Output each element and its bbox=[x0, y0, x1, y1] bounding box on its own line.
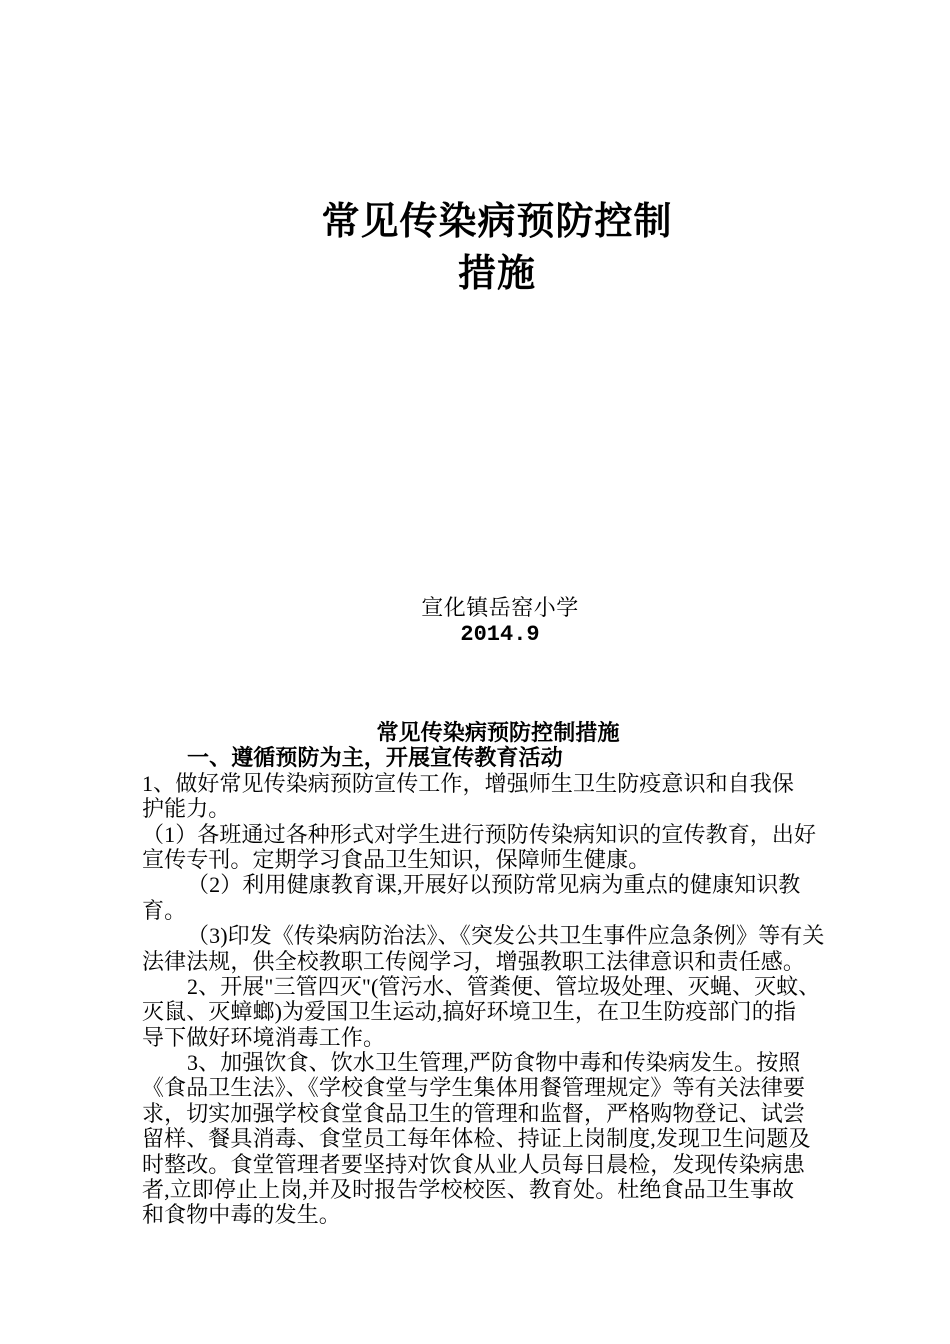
text-line: 常见传染病预防控制措施 bbox=[376, 720, 620, 745]
school-name: 宣化镇岳窑小学 bbox=[421, 595, 579, 620]
cover-title-line2: 措施 bbox=[457, 253, 536, 295]
cover-title bbox=[0, 196, 950, 300]
text-line: 和食物中毒的发生。 bbox=[142, 1202, 341, 1228]
cover-title-line1: 常见传染病预防控制 bbox=[321, 201, 673, 243]
text-line: 灭鼠、灭蟑螂)为爱国卫生运动,搞好环境卫生，在卫生防疫部门的指 bbox=[142, 999, 796, 1025]
text-line: 护能力。 bbox=[142, 796, 231, 822]
text-line: （3)印发《传染病防治法》、《突发公共卫生事件应急条例》等有关 bbox=[187, 923, 825, 949]
text-line: 者,立即停止上岗,并及时报告学校校医、教育处。杜绝食品卫生事故 bbox=[142, 1177, 795, 1203]
text-line: 一、遵循预防为主，开展宣传教育活动 bbox=[187, 745, 563, 771]
body-text bbox=[142, 720, 825, 1228]
text-line: 1、做好常见传染病预防宣传工作，增强师生卫生防疫意识和自我保 bbox=[142, 770, 795, 796]
text-line: 宣传专刊。定期学习食品卫生知识，保障师生健康。 bbox=[142, 846, 651, 872]
text-line: 育。 bbox=[142, 897, 187, 923]
text-line: 2、开展"三管四灭"(管污水、管粪便、管垃圾处理、灭蝇、灭蚊、 bbox=[187, 973, 821, 999]
document-date: 2014.9 bbox=[460, 622, 540, 647]
text-line: 留样、餐具消毒、食堂员工每年体检、持证上岗制度,发现卫生问题及 bbox=[142, 1126, 811, 1152]
text-line: 时整改。食堂管理者要坚持对饮食从业人员每日晨检，发现传染病患 bbox=[142, 1151, 806, 1177]
text-line: 《食品卫生法》、《学校食堂与学生集体用餐管理规定》等有关法律要 bbox=[142, 1075, 806, 1101]
text-line: 导下做好环境消毒工作。 bbox=[142, 1024, 386, 1050]
cover-footer bbox=[0, 594, 950, 647]
text-line: （1）各班通过各种形式对学生进行预防传染病知识的宣传教育，出好 bbox=[142, 821, 817, 847]
text-line: （2）利用健康教育课,开展好以预防常见病为重点的健康知识教 bbox=[187, 872, 801, 898]
text-line: 3、加强饮食、饮水卫生管理,严防食物中毒和传染病发生。按照 bbox=[187, 1050, 801, 1076]
text-line: 法律法规，供全校教职工传阅学习，增强教职工法律意识和责任感。 bbox=[142, 948, 806, 974]
text-line: 求，切实加强学校食堂食品卫生的管理和监督，严格购物登记、试尝 bbox=[142, 1100, 806, 1126]
